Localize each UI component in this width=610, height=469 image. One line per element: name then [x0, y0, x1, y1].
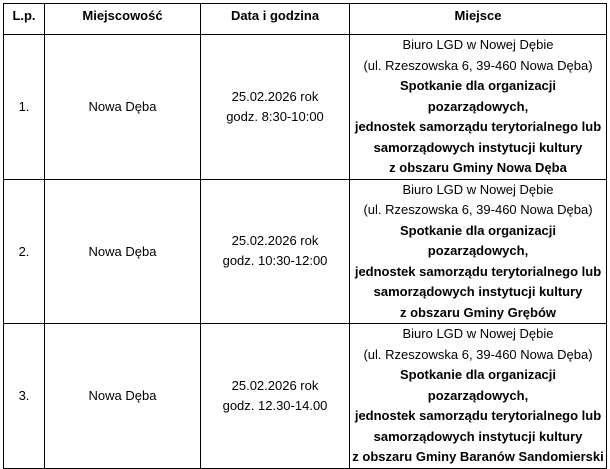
- meeting-area: z obszaru Gminy Grębów: [399, 304, 557, 320]
- cell-town: Nowa Dęba: [45, 35, 201, 180]
- place-address: (ul. Rzeszowska 6, 39-460 Nowa Dęba): [363, 202, 593, 217]
- cell-town: Nowa Dęba: [45, 324, 201, 469]
- table-row: [4, 179, 607, 324]
- header-lp: L.p.: [4, 4, 45, 35]
- cell-place: [350, 324, 607, 469]
- meeting-area: z obszaru Gminy Nowa Dęba: [389, 160, 567, 175]
- place-name: Biuro LGD w Nowej Dębie: [402, 37, 554, 52]
- date-text: 25.02.2026 rok: [231, 88, 319, 104]
- table-row: [4, 35, 607, 180]
- place-name: Biuro LGD w Nowej Dębie: [402, 326, 554, 341]
- meeting-description: Spotkanie dla organizacji pozarządowych,: [399, 78, 557, 114]
- meeting-description: samorządowych instytucji kultury: [373, 284, 583, 299]
- place-address: (ul. Rzeszowska 6, 39-460 Nowa Dęba): [363, 346, 593, 362]
- header-row: [4, 4, 607, 35]
- time-text: godz. 8:30-10:00: [226, 108, 324, 124]
- header-place: Miejsce: [350, 4, 607, 35]
- meeting-area: z obszaru Gminy Baranów Sandomierski: [352, 449, 604, 464]
- meeting-description: jednostek samorządu terytorialnego lub: [354, 263, 602, 279]
- cell-place: [350, 179, 607, 324]
- meetings-schedule-table: [3, 3, 607, 469]
- cell-lp: 1.: [4, 35, 45, 180]
- table-row: [4, 324, 607, 469]
- meeting-description: jednostek samorządu terytorialnego lub: [354, 119, 602, 134]
- meeting-description: samorządowych instytucji kultury: [373, 428, 583, 444]
- place-address: (ul. Rzeszowska 6, 39-460 Nowa Dęba): [363, 57, 593, 73]
- meeting-description: jednostek samorządu terytorialnego lub: [354, 408, 602, 423]
- cell-lp: 2.: [4, 179, 45, 324]
- place-name: Biuro LGD w Nowej Dębie: [402, 181, 554, 197]
- meeting-description: samorządowych instytucji kultury: [373, 139, 583, 155]
- cell-date: [201, 35, 350, 180]
- meeting-description: Spotkanie dla organizacji pozarządowych,: [399, 367, 557, 403]
- meeting-description: Spotkanie dla organizacji pozarządowych,: [399, 222, 557, 258]
- time-text: godz. 12.30-14.00: [222, 397, 328, 413]
- header-town: Miejscowość: [45, 4, 201, 35]
- cell-town: Nowa Dęba: [45, 179, 201, 324]
- cell-date: [201, 179, 350, 324]
- time-text: godz. 10:30-12:00: [222, 253, 328, 269]
- header-date: Data i godzina: [201, 4, 350, 35]
- cell-lp: 3.: [4, 324, 45, 469]
- date-text: 25.02.2026 rok: [231, 233, 319, 249]
- cell-place: [350, 35, 607, 180]
- cell-date: [201, 324, 350, 469]
- date-text: 25.02.2026 rok: [231, 377, 319, 393]
